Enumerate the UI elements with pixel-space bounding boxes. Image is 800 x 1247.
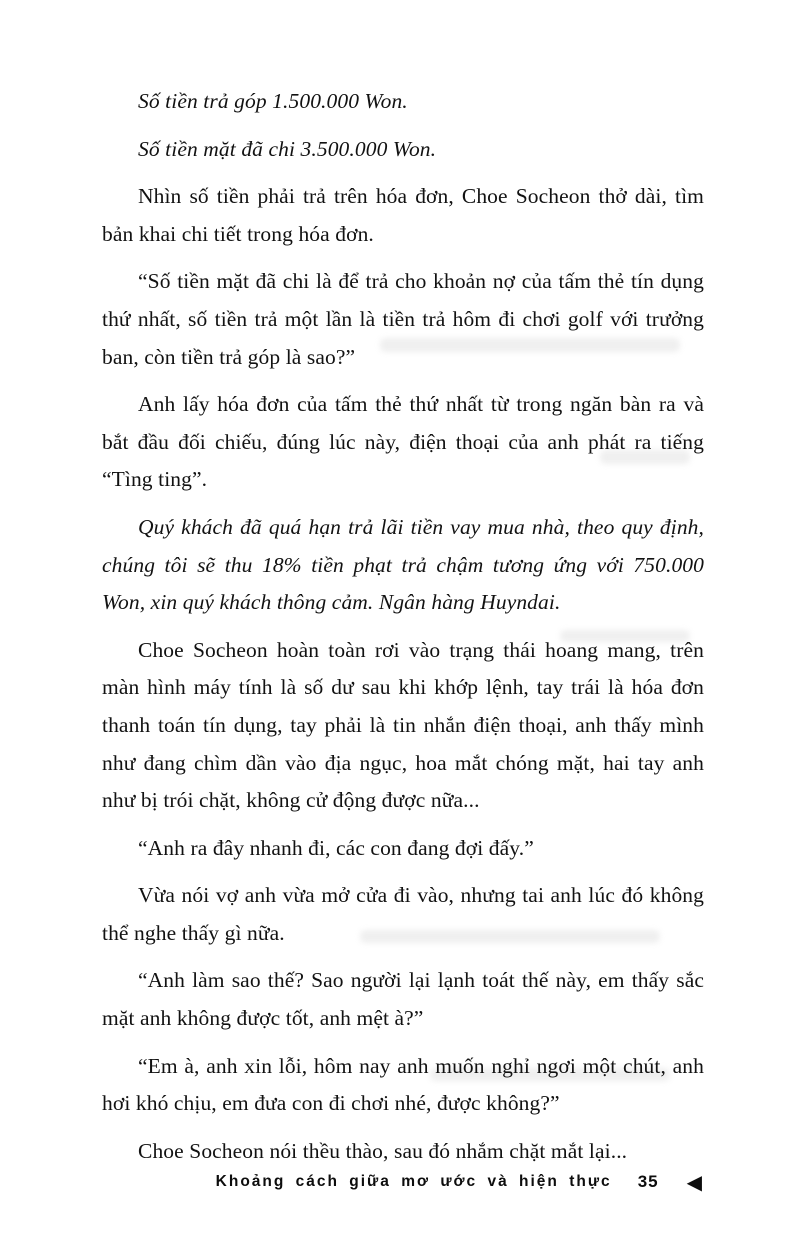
page-footer xyxy=(0,1172,702,1192)
page-number: 35 xyxy=(637,1172,659,1191)
left-triangle-icon: ◀ xyxy=(686,1170,702,1194)
quote-line-installment: Số tiền trả góp 1.500.000 Won. xyxy=(138,89,408,113)
bank-message-paragraph: Quý khách đã quá hạn trả lãi tiền vay mua nhà, theo quy định, chúng tôi sẽ thu 18% tiền phạt trả chậm tương ứng với 750.000 Won, xin quý khách thông cảm. Ngân hàng Huyndai. xyxy=(102,514,704,615)
paragraph: “Anh ra đây nhanh đi, các con đang đợi đấy.” xyxy=(138,835,534,860)
paragraph: Vừa nói vợ anh vừa mở cửa đi vào, nhưng tai anh lúc đó không thể nghe thấy gì nữa. xyxy=(102,883,704,945)
running-footer-title: Khoảng cách giữa mơ ước và hiện thực xyxy=(215,1173,612,1190)
paragraph: “Anh làm sao thế? Sao người lại lạnh toát thế này, em thấy sắc mặt anh không được tốt, anh mệt à?” xyxy=(102,968,704,1031)
quote-line-cash: Số tiền mặt đã chi 3.500.000 Won. xyxy=(138,136,437,161)
paragraph: Choe Socheon hoàn toàn rơi vào trạng thái hoang mang, trên màn hình máy tính là số dư sau khi khớp lệnh, tay trái là hóa đơn thanh toán tín dụng, tay phải là tin nhắn điện thoại, anh thấy mình như đang chìm dần vào địa ngục, hoa mắt chóng mặt, hai tay anh như bị trói chặt, không cử động được nữa... xyxy=(102,637,704,813)
paragraph: “Em à, anh xin lỗi, hôm nay anh muốn nghỉ ngơi một chút, anh hơi khó chịu, em đưa con đi chơi nhé, được không?” xyxy=(102,1053,704,1116)
paragraph: Anh lấy hóa đơn của tấm thẻ thứ nhất từ trong ngăn bàn ra và bắt đầu đối chiếu, đúng lúc này, điện thoại của anh phát ra tiếng “Tìng ting”. xyxy=(102,392,704,492)
paragraph: “Số tiền mặt đã chi là để trả cho khoản nợ của tấm thẻ tín dụng thứ nhất, số tiền trả một lần là tiền trả hôm đi chơi golf với trưởng ban, còn tiền trả góp là sao?” xyxy=(102,269,704,369)
page-body xyxy=(102,83,704,1180)
paragraph: Nhìn số tiền phải trả trên hóa đơn, Choe Socheon thở dài, tìm bản khai chi tiết trong hóa đơn. xyxy=(102,184,704,246)
paragraph: Choe Socheon nói thều thào, sau đó nhắm chặt mắt lại... xyxy=(138,1138,628,1163)
